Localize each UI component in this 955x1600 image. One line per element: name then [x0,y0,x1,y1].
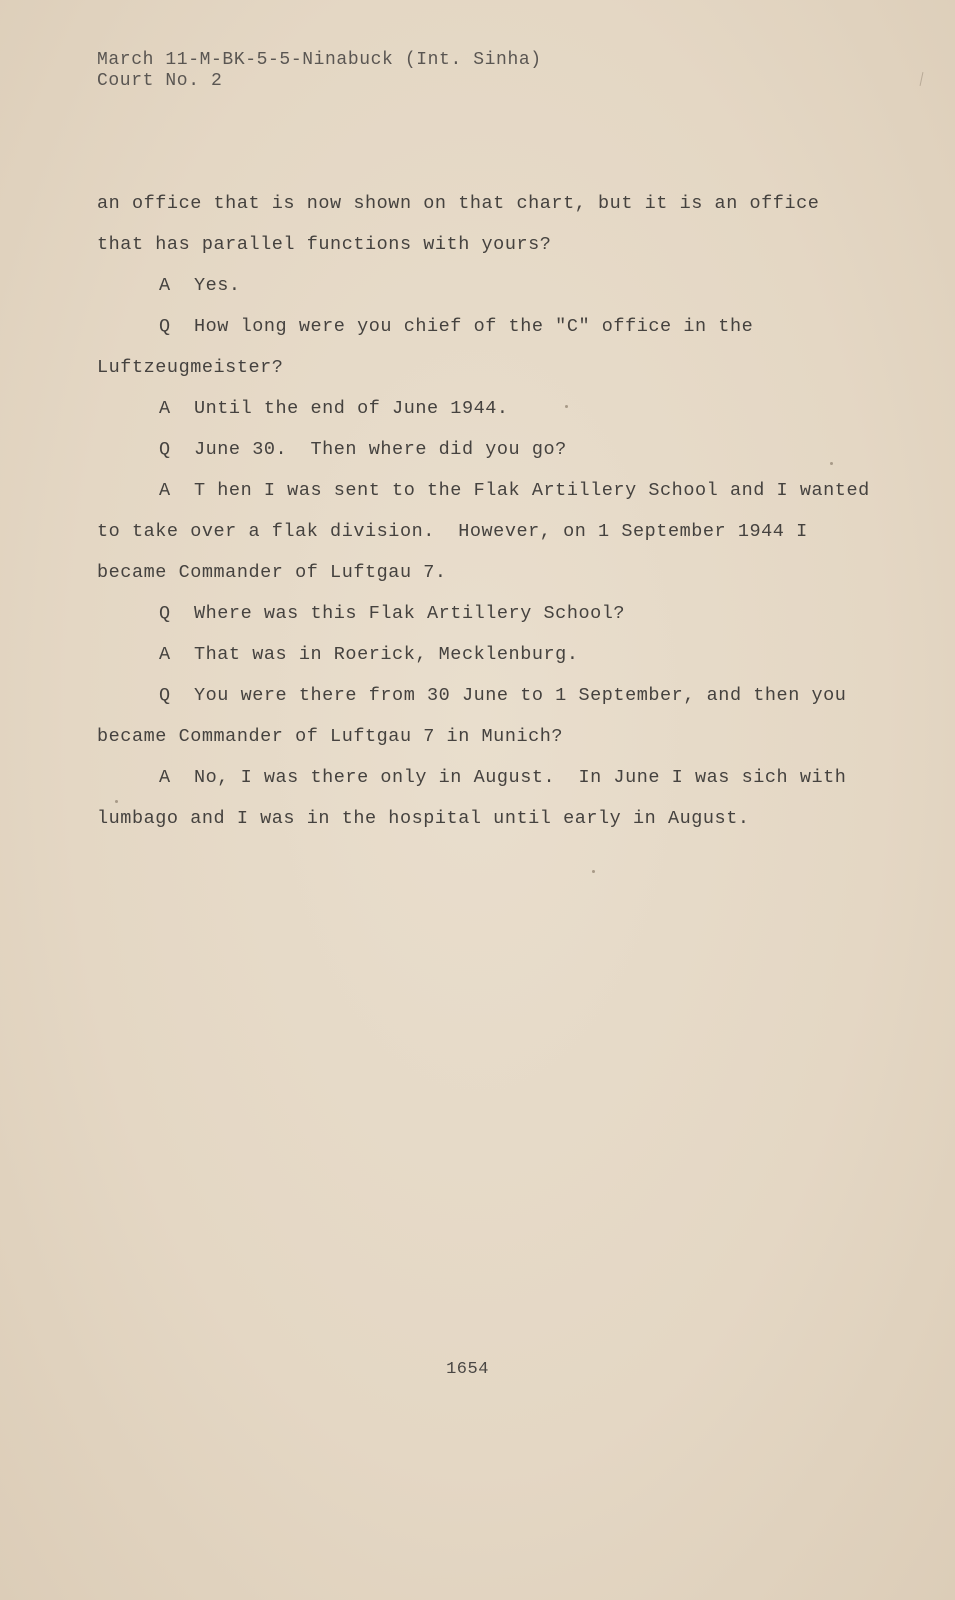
transcript-line: that has parallel functions with yours? [97,234,552,255]
transcript-line: A T hen I was sent to the Flak Artillery School and I wanted [159,480,870,501]
margin-mark [920,72,924,86]
paper-speck [592,870,595,873]
page-number: 1654 [446,1360,489,1379]
header-reference-line: March 11-M-BK-5-5-Ninabuck (Int. Sinha) [97,50,542,70]
transcript-line: became Commander of Luftgau 7. [97,562,447,583]
transcript-line: Luftzeugmeister? [97,357,284,378]
transcript-line: Q Where was this Flak Artillery School? [159,603,626,624]
transcript-line: A That was in Roerick, Mecklenburg. [159,644,579,665]
transcript-line: Q How long were you chief of the "C" office in the [159,316,754,337]
transcript-line: A No, I was there only in August. In June I was sich with [159,767,847,788]
paper-speck [830,462,833,465]
document-header [97,50,542,92]
transcript-line: to take over a flak division. However, on 1 September 1944 I [97,521,808,542]
transcript-line: an office that is now shown on that chart, but it is an office [97,193,820,214]
transcript-body [97,192,917,848]
header-court-line: Court No. 2 [97,71,223,91]
transcript-line: A Yes. [159,275,241,296]
transcript-line: Q June 30. Then where did you go? [159,439,567,460]
paper-speck [115,800,118,803]
transcript-line: lumbago and I was in the hospital until early in August. [97,808,750,829]
paper-speck [565,405,568,408]
transcript-line: A Until the end of June 1944. [159,398,509,419]
transcript-line: became Commander of Luftgau 7 in Munich? [97,726,564,747]
transcript-line: Q You were there from 30 June to 1 September, and then you [159,685,847,706]
